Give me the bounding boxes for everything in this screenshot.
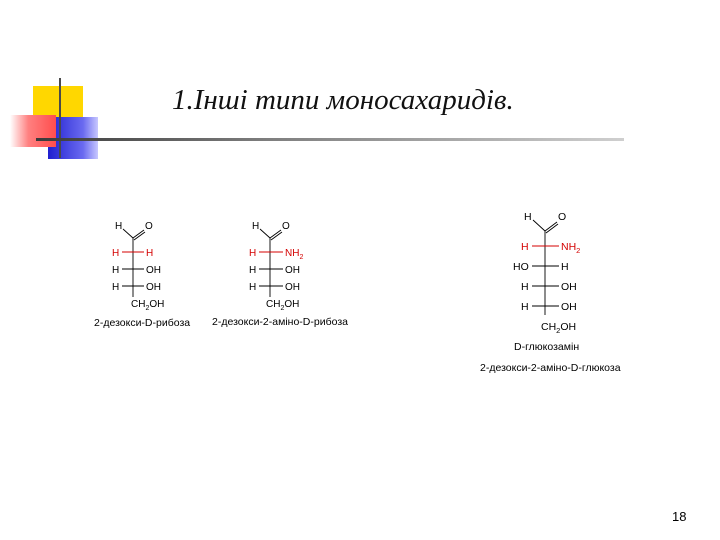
aldehyde-h: H — [115, 221, 123, 232]
row-1-left: H — [249, 248, 257, 259]
row-2-left: H — [112, 265, 120, 276]
row-3-left: H — [249, 282, 257, 293]
row-3-right: OH — [561, 281, 577, 293]
row-4-right: OH — [561, 301, 577, 313]
row-1-left: H — [521, 241, 529, 253]
aldehyde-h: H — [252, 221, 260, 232]
row-3-right: OH — [285, 282, 300, 293]
aldehyde-bond-h — [533, 220, 545, 231]
slide-title: 1.Інші типи моносахаридів. — [172, 84, 514, 116]
caption-2-deoxy-2-amino-d-glucose: 2-дезокси-2-аміно-D-глюкоза — [480, 362, 621, 374]
row-2-left: HO — [513, 261, 529, 273]
row-2-right: OH — [146, 265, 161, 276]
aldehyde-h: H — [524, 211, 532, 223]
row-2-left: H — [249, 265, 257, 276]
caption-2-deoxy-2-amino-d-ribose: 2-дезокси-2-аміно-D-рибоза — [212, 316, 348, 328]
bottom-group: $CH_2OH$ — [541, 321, 577, 335]
aldehyde-o: O — [558, 211, 567, 223]
row-3-left: H — [112, 282, 120, 293]
bottom-group: $CH_2OH$ — [266, 299, 300, 312]
row-1-right: $NH_2$ — [285, 248, 304, 261]
aldehyde-o: O — [282, 221, 290, 232]
row-2-right: H — [561, 261, 569, 273]
page-number: 18 — [672, 509, 687, 524]
row-3-left: H — [521, 281, 529, 293]
row-3-right: OH — [146, 282, 161, 293]
aldehyde-o: O — [145, 221, 153, 232]
row-2-right: OH — [285, 265, 300, 276]
row-1-right: H — [146, 248, 154, 259]
row-1-right: $NH_2$ — [561, 241, 581, 255]
bottom-group: $CH_2OH$ — [131, 299, 165, 312]
caption-2-deoxy-d-ribose: 2-дезокси-D-рибоза — [94, 317, 191, 329]
row-1-left: H — [112, 248, 120, 259]
caption-d-glucosamine: D-глюкозамін — [514, 341, 580, 353]
row-4-left: H — [521, 301, 529, 313]
